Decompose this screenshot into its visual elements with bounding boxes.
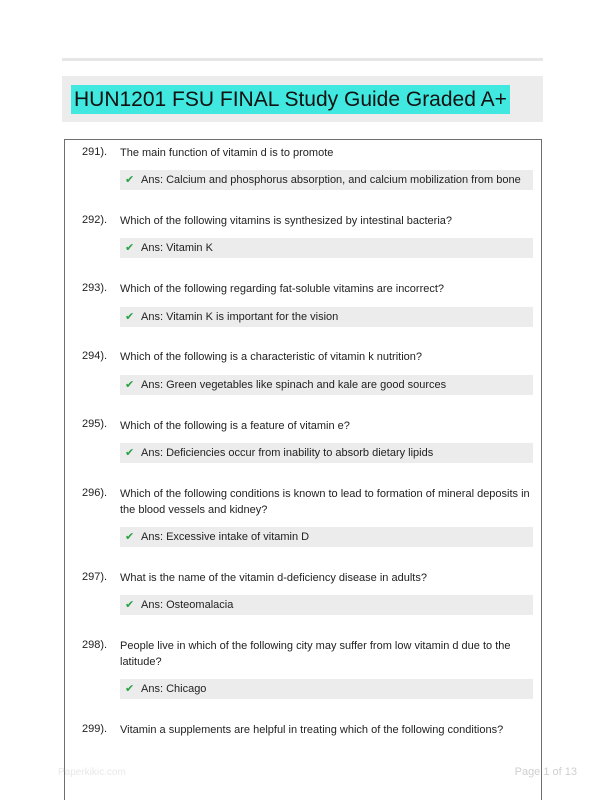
title-banner [62, 76, 543, 122]
answer-box [120, 170, 533, 190]
check-icon: ✔ [125, 379, 135, 391]
check-icon: ✔ [125, 683, 135, 695]
check-icon: ✔ [125, 242, 135, 254]
footer-watermark: Paperkikic.com [58, 767, 126, 778]
question-text: Vitamin a supplements are helpful in treating which of the following conditions? [120, 724, 504, 736]
document-title: HUN1201 FSU FINAL Study Guide Graded A+ [71, 85, 510, 114]
question-text: Which of the following is a feature of vitamin e? [120, 420, 350, 432]
question-text: Which of the following conditions is known to lead to formation of mineral deposits in the blood vessels and kidney? [120, 488, 530, 516]
check-icon: ✔ [125, 174, 135, 186]
answer-text: Ans: Osteomalacia [141, 599, 234, 611]
question-number: 299). [82, 723, 108, 735]
answer-box [120, 527, 533, 547]
question-text: Which of the following vitamins is synthesized by intestinal bacteria? [120, 215, 452, 227]
answer-text: Ans: Vitamin K is important for the vision [141, 311, 339, 323]
answer-box [120, 307, 533, 327]
answer-box [120, 375, 533, 395]
question-number: 291). [82, 146, 108, 158]
question-number: 292). [82, 214, 108, 226]
answer-box [120, 238, 533, 258]
question-text: People live in which of the following city may suffer from low vitamin d due to the latitude? [120, 640, 511, 668]
question-text: Which of the following is a characteristic of vitamin k nutrition? [120, 351, 423, 363]
question-number: 296). [82, 487, 108, 499]
question-number: 297). [82, 571, 108, 583]
check-icon: ✔ [125, 311, 135, 323]
question-text: What is the name of the vitamin d-deficiency disease in adults? [120, 572, 427, 584]
answer-text: Ans: Deficiencies occur from inability to absorb dietary lipids [141, 447, 434, 459]
answer-box [120, 679, 533, 699]
answer-text: Ans: Calcium and phosphorus absorption, and calcium mobilization from bone [141, 174, 521, 186]
check-icon: ✔ [125, 447, 135, 459]
answer-text: Ans: Chicago [141, 683, 207, 695]
question-number: 298). [82, 639, 108, 651]
question-number: 293). [82, 282, 108, 294]
top-divider [62, 58, 543, 61]
answer-box [120, 443, 533, 463]
question-number: 295). [82, 418, 108, 430]
answer-text: Ans: Green vegetables like spinach and kale are good sources [141, 379, 447, 391]
question-text: The main function of vitamin d is to promote [120, 147, 334, 159]
answer-text: Ans: Excessive intake of vitamin D [141, 531, 310, 543]
answer-box [120, 595, 533, 615]
question-number: 294). [82, 350, 108, 362]
answer-text: Ans: Vitamin K [141, 242, 213, 254]
check-icon: ✔ [125, 531, 135, 543]
question-text: Which of the following regarding fat-soluble vitamins are incorrect? [120, 283, 445, 295]
page-indicator: Page 1 of 13 [514, 766, 577, 778]
check-icon: ✔ [125, 599, 135, 611]
